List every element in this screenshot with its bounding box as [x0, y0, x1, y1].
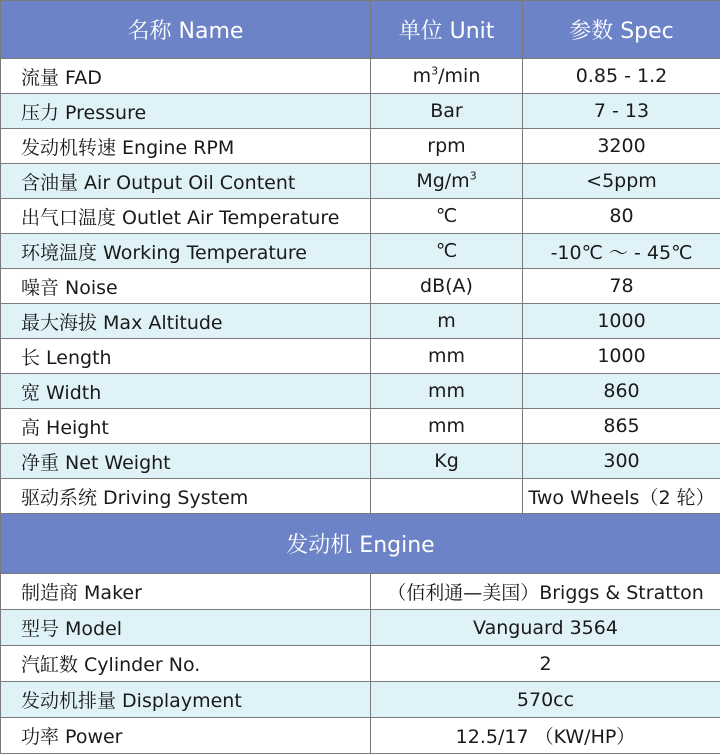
engine-section-header [1, 514, 720, 574]
table-row [1, 59, 720, 94]
row-unit: rpm [371, 129, 523, 164]
row-name: 最大海拔 Max Altitude [1, 304, 371, 339]
row-unit: mm [371, 374, 523, 409]
unit-text: m [413, 65, 432, 87]
table-header-row [1, 1, 720, 59]
row-spec: 865 [523, 409, 720, 444]
row-name: 出气口温度 Outlet Air Temperature [1, 199, 371, 234]
row-spec: 0.85 - 1.2 [523, 59, 720, 94]
row-unit: mm [371, 339, 523, 374]
row-unit: Bar [371, 94, 523, 129]
header-spec: 参数 Spec [523, 1, 720, 59]
table-row [1, 199, 720, 234]
row-spec: 1000 [523, 339, 720, 374]
engine-row-name: 功率 Power [1, 718, 371, 754]
row-unit: Kg [371, 444, 523, 479]
table-row [1, 718, 720, 754]
unit-superscript: 3 [431, 65, 438, 78]
engine-row-name: 制造商 Maker [1, 574, 371, 610]
row-name: 驱动系统 Driving System [1, 479, 371, 514]
row-name: 发动机转速 Engine RPM [1, 129, 371, 164]
row-unit: dB(A) [371, 269, 523, 304]
header-name: 名称 Name [1, 1, 371, 59]
engine-row-value: 2 [371, 646, 720, 682]
row-name: 噪音 Noise [1, 269, 371, 304]
unit-text-after: /min [438, 65, 480, 87]
table-row [1, 479, 720, 514]
row-spec: Two Wheels（2 轮） [523, 479, 720, 514]
row-spec: 7 - 13 [523, 94, 720, 129]
table-row [1, 574, 720, 610]
row-name: 长 Length [1, 339, 371, 374]
table-row [1, 646, 720, 682]
table-row [1, 94, 720, 129]
engine-row-value: （佰利通—美国）Briggs & Stratton [371, 574, 720, 610]
row-name: 流量 FAD [1, 59, 371, 94]
row-name: 压力 Pressure [1, 94, 371, 129]
engine-row-name: 型号 Model [1, 610, 371, 646]
row-spec: -10℃ ～ - 45℃ [523, 234, 720, 269]
table-row [1, 409, 720, 444]
table-row [1, 304, 720, 339]
row-spec: 860 [523, 374, 720, 409]
unit-text: Mg/m [416, 170, 469, 192]
row-spec: 78 [523, 269, 720, 304]
row-unit [371, 479, 523, 514]
engine-row-name: 发动机排量 Displayment [1, 682, 371, 718]
unit-superscript: 3 [470, 170, 477, 183]
row-spec: 80 [523, 199, 720, 234]
row-unit [371, 164, 523, 199]
engine-section-title: 发动机 Engine [1, 514, 720, 574]
row-unit: ℃ [371, 234, 523, 269]
row-spec: 3200 [523, 129, 720, 164]
engine-row-name: 汽缸数 Cylinder No. [1, 646, 371, 682]
row-unit: mm [371, 409, 523, 444]
table-row [1, 129, 720, 164]
engine-row-value: 12.5/17 （KW/HP） [371, 718, 720, 754]
engine-row-value: 570cc [371, 682, 720, 718]
row-name: 含油量 Air Output Oil Content [1, 164, 371, 199]
row-name: 宽 Width [1, 374, 371, 409]
table-row [1, 610, 720, 646]
row-spec: 1000 [523, 304, 720, 339]
row-unit [371, 59, 523, 94]
row-spec: 300 [523, 444, 720, 479]
table-row [1, 269, 720, 304]
table-row [1, 682, 720, 718]
row-name: 净重 Net Weight [1, 444, 371, 479]
table-row [1, 164, 720, 199]
header-unit: 单位 Unit [371, 1, 523, 59]
table-row [1, 339, 720, 374]
row-name: 高 Height [1, 409, 371, 444]
table-row [1, 374, 720, 409]
row-spec: <5ppm [523, 164, 720, 199]
row-unit: m [371, 304, 523, 339]
table-row [1, 444, 720, 479]
row-unit: ℃ [371, 199, 523, 234]
table-row [1, 234, 720, 269]
engine-row-value: Vanguard 3564 [371, 610, 720, 646]
row-name: 环境温度 Working Temperature [1, 234, 371, 269]
